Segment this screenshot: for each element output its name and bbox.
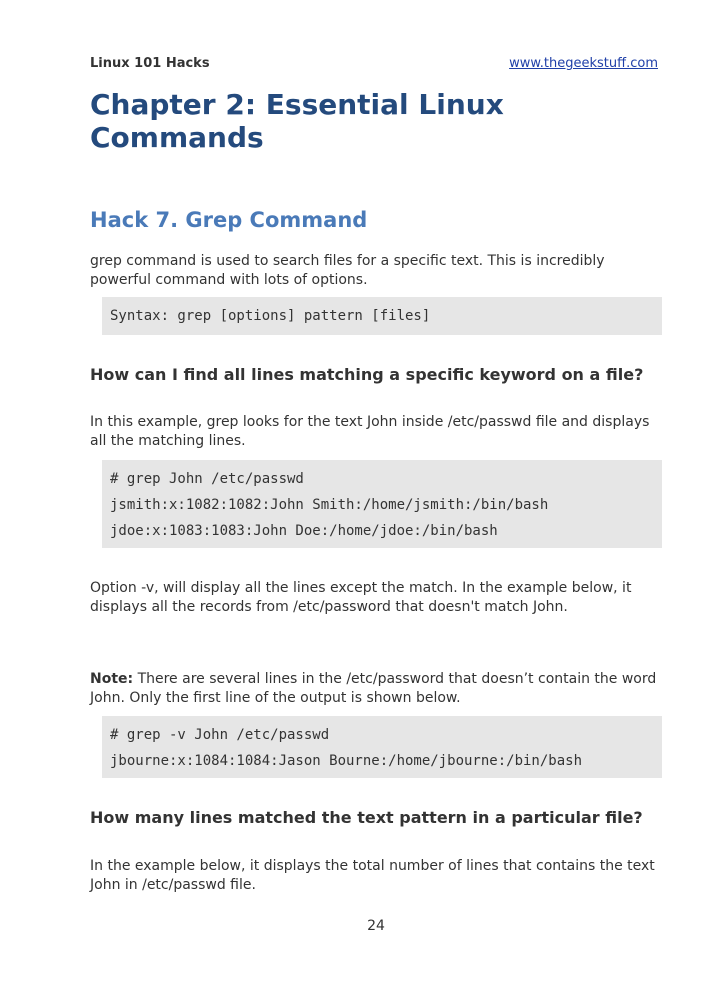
code-line: jdoe:x:1083:1083:John Doe:/home/jdoe:/bin/bash <box>110 523 498 539</box>
code-line: Syntax: grep [options] pattern [files] <box>110 308 431 324</box>
grep-invert-code-block <box>102 716 662 778</box>
code-line: jbourne:x:1084:1084:Jason Bourne:/home/jbourne:/bin/bash <box>110 753 583 769</box>
section-heading-count-lines: How many lines matched the text pattern in a particular file? <box>90 808 643 827</box>
page-number: 24 <box>367 918 385 934</box>
book-title: Linux 101 Hacks <box>90 56 210 71</box>
chapter-title: Chapter 2: Essential Linux Commands <box>90 88 504 154</box>
section-heading-find-lines: How can I find all lines matching a specific keyword on a file? <box>90 365 644 384</box>
option-v-paragraph: Option -v, will display all the lines except the match. In the example below, it displays all the records from /etc/password that doesn't match John. <box>90 580 632 615</box>
section-paragraph-count-lines: In the example below, it displays the total number of lines that contains the text John in /etc/passwd file. <box>90 858 655 893</box>
code-line: jsmith:x:1082:1082:John Smith:/home/jsmith:/bin/bash <box>110 497 549 513</box>
note-text: There are several lines in the /etc/password that doesn’t contain the word John. Only the first line of the output is shown below. <box>90 671 657 706</box>
section-paragraph-find-lines: In this example, grep looks for the text John inside /etc/passwd file and displays all the matching lines. <box>90 414 650 449</box>
syntax-code-block <box>102 297 662 335</box>
note-paragraph <box>90 670 662 708</box>
code-line: # grep John /etc/passwd <box>110 471 304 487</box>
hack-title: Hack 7. Grep Command <box>90 208 368 232</box>
grep-example-code-block <box>102 460 662 548</box>
intro-paragraph: grep command is used to search files for a specific text. This is incredibly powerful command with lots of options. <box>90 253 605 288</box>
page-header <box>90 56 658 74</box>
note-label: Note: <box>90 671 134 687</box>
website-link[interactable]: www.thegeekstuff.com <box>509 56 658 71</box>
code-line: # grep -v John /etc/passwd <box>110 727 330 743</box>
